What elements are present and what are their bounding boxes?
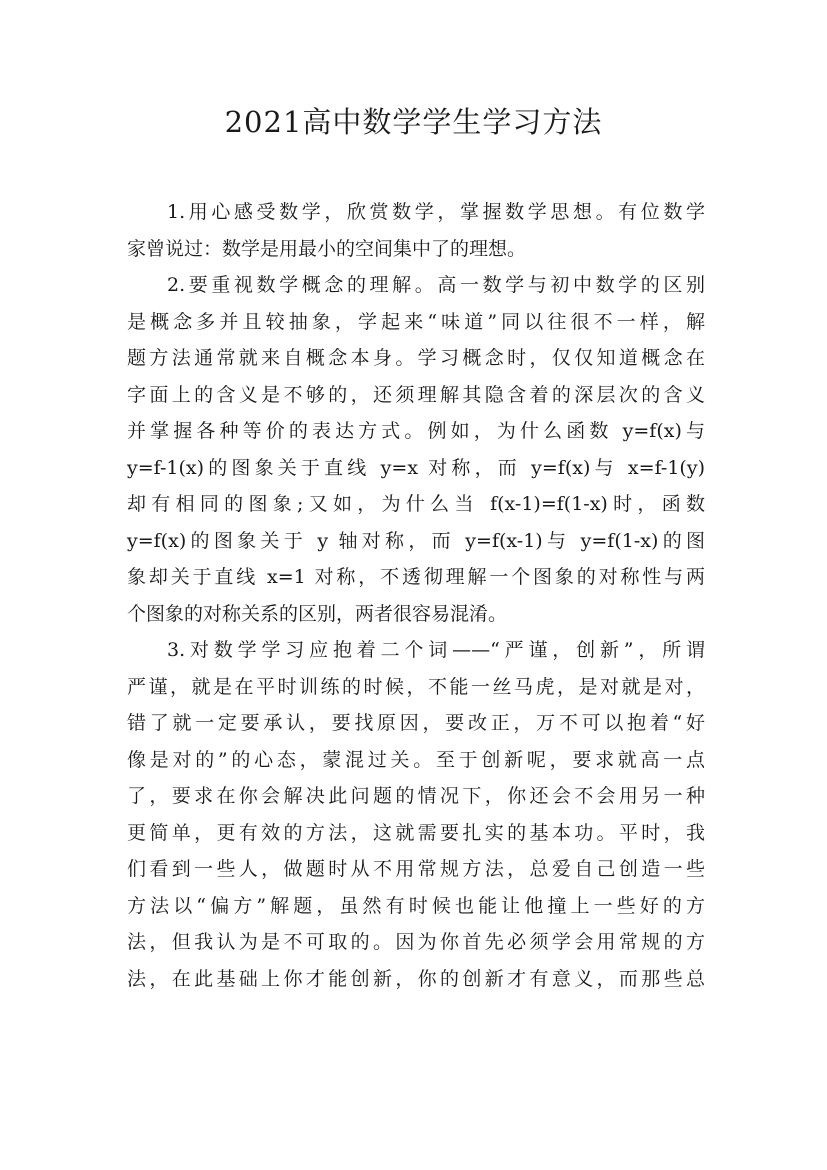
paragraph-3-line-3: 错了就一定要承认，要找原因，要改正，万不可以抱着“好 [127,712,705,734]
paragraph-3-line-10: 法，在此基础上你才能创新，你的创新才有意义，而那些总 [127,967,705,990]
paragraph-1-line-2: 家曾说过：数学是用最小的空间集中了的理想。 [127,237,527,260]
paragraph-3-line-1: 3.对数学学习应抱着二个词——“严谨，创新”，所谓 [167,639,705,661]
paragraph-1-line-1: 1.用心感受数学，欣赏数学，掌握数学思想。有位数学 [167,201,705,223]
paragraph-3-line-2: 严谨，就是在平时训练的时候，不能一丝马虎，是对就是对， [127,675,705,698]
paragraph-3-line-6: 更简单，更有效的方法，这就需要扎实的基本功。平时，我 [127,821,705,844]
paragraph-2-line-7: 却有相同的图象;又如，为什么当 f(x-1)=f(1-x)时，函数 [127,493,705,515]
paragraph-2-line-8: y=f(x)的图象关于 y 轴对称，而 y=f(x-1)与 y=f(1-x)的图 [127,529,705,552]
paragraph-3-line-8: 方法以“偏方”解题，虽然有时候也能让他撞上一些好的方 [127,894,705,917]
document-body [127,194,705,997]
paragraph-2-line-1: 2.要重视数学概念的理解。高一数学与初中数学的区别 [167,274,705,296]
paragraph-2-line-3: 题方法通常就来自概念本身。学习概念时，仅仅知道概念在 [127,347,705,369]
paragraph-2-line-4: 字面上的含义是不够的，还须理解其隐含着的深层次的含义 [127,383,705,406]
paragraph-2-line-6: y=f-1(x)的图象关于直线 y=x 对称，而 y=f(x)与 x=f-1(y) [127,456,705,479]
paragraph-3-line-9: 法，但我认为是不可取的。因为你首先必须学会用常规的方 [127,931,705,953]
document-title: 2021高中数学学生学习方法 [224,105,603,139]
paragraph-3-line-7: 们看到一些人，做题时从不用常规方法，总爱自己创造一些 [127,858,705,880]
paragraph-2-line-9: 象却关于直线 x=1 对称，不透彻理解一个图象的对称性与两 [127,566,705,588]
paragraph-3-line-5: 了，要求在你会解决此问题的情况下，你还会不会用另一种 [127,785,705,807]
paragraph-2-line-5: 并掌握各种等价的表达方式。例如，为什么函数 y=f(x)与 [127,420,705,442]
paragraph-2-line-2: 是概念多并且较抽象，学起来“味道”同以往很不一样，解 [127,310,705,333]
paragraph-3-line-4: 像是对的”的心态，蒙混过关。至于创新呢，要求就高一点 [127,748,705,771]
paragraph-2-line-10: 个图象的对称关系的区别，两者很容易混淆。 [127,602,508,625]
